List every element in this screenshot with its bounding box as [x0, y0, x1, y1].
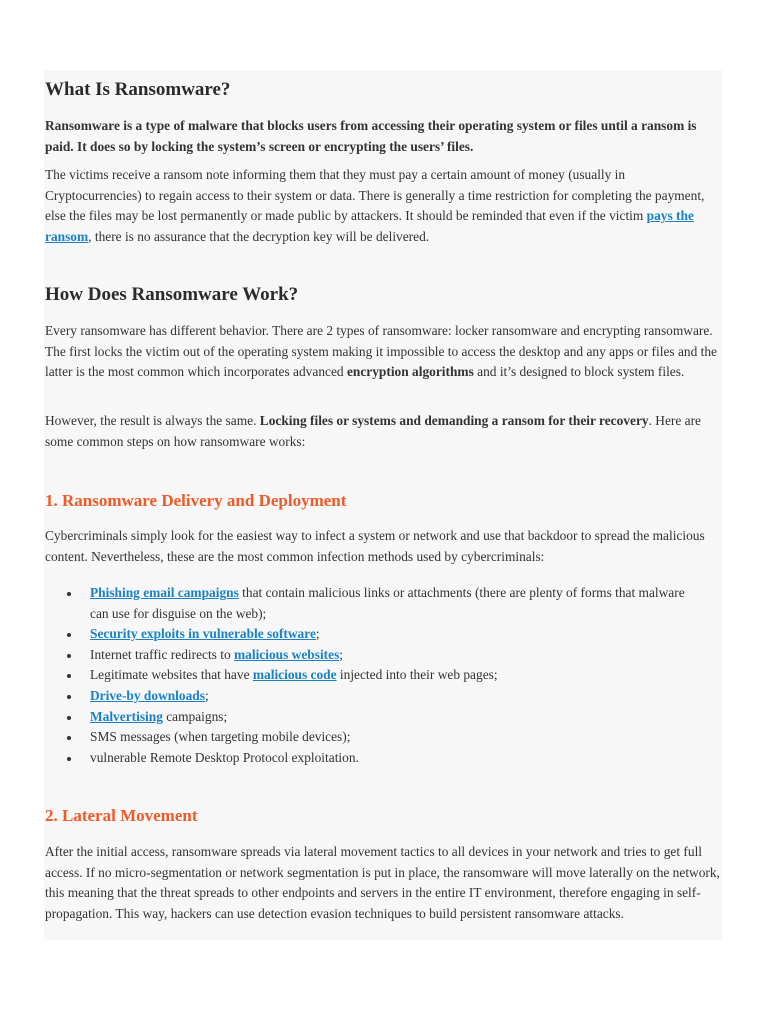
intro-bold-text: Ransomware is a type of malware that blocks users from accessing their operating system or files until a ransom is paid. It does so by locking the system’s screen or encrypting the users’ files.	[45, 118, 697, 154]
result-bold: Locking files or systems and demanding a ransom for their recovery	[259, 413, 649, 428]
behavior-paragraph	[45, 321, 725, 383]
list-item	[45, 583, 705, 624]
section-title-how-does-ransomware-work: How Does Ransomware Work?	[45, 284, 299, 305]
bullet-dot	[67, 695, 71, 699]
malvertising-link[interactable]: Malvertising	[90, 708, 163, 724]
malicious-code-link[interactable]: malicious code	[252, 667, 337, 683]
list-item-text: Legitimate websites that have	[90, 667, 253, 683]
list-item	[45, 748, 705, 769]
result-text: However, the result is always the same.	[45, 413, 260, 428]
step-title-lateral-movement: 2. Lateral Movement	[45, 806, 198, 825]
list-item	[45, 665, 705, 686]
list-item	[45, 686, 705, 707]
bullet-dot	[67, 674, 71, 678]
victims-paragraph	[45, 165, 725, 247]
pays-the-ransom-link[interactable]: pays the ransom	[45, 208, 694, 244]
infection-methods-list	[45, 583, 725, 768]
bullet-dot	[67, 716, 71, 720]
result-text-end: . Here are some common steps on how ransomware works:	[45, 413, 701, 449]
behavior-text-end: and it’s designed to block system files.	[473, 364, 685, 380]
list-item	[45, 645, 705, 666]
list-item-text: ;	[315, 626, 320, 642]
list-item	[45, 727, 705, 748]
bullet-dot	[67, 757, 71, 761]
list-item-text: SMS messages (when targeting mobile devices);	[90, 729, 351, 745]
bullet-dot	[67, 633, 71, 637]
bullet-dot	[67, 654, 71, 658]
section-title-what-is-ransomware: What Is Ransomware?	[45, 79, 231, 100]
victims-text-end: , there is no assurance that the decryption key will be delivered.	[88, 228, 430, 244]
list-item-text: vulnerable Remote Desktop Protocol exploitation.	[90, 749, 359, 765]
security-exploits-link[interactable]: Security exploits in vulnerable software	[90, 626, 316, 642]
bullet-dot	[67, 736, 71, 740]
intro-bold-paragraph	[45, 116, 725, 157]
victims-text: The victims receive a ransom note informing them that they must pay a certain amount of money (usually in Cryptocurrencies) to regain access to their system or data. There is generally a time restriction for completing the payment, else the files may be lost permanently or made public by attackers. It should be reminded that even if the victim	[45, 167, 705, 224]
step-title-delivery-deployment: 1. Ransomware Delivery and Deployment	[45, 491, 347, 510]
drive-by-downloads-link[interactable]: Drive-by downloads	[90, 687, 205, 703]
behavior-text: Every ransomware has different behavior. There are 2 types of ransomware: locker ransomware and encrypting ransomware. The first locks the victim out of the operating system making it impossible to access the desktop and any apps or files and the latter is the most common which incorporates advanced	[45, 323, 717, 380]
list-item-text: campaigns;	[162, 708, 228, 724]
bullet-dot	[67, 592, 71, 596]
list-item	[45, 624, 705, 645]
malicious-websites-link[interactable]: malicious websites	[234, 646, 340, 662]
delivery-intro-paragraph: Cybercriminals simply look for the easiest way to infect a system or network and use that backdoor to spread the malicious content. Nevertheless, these are the most common infection methods used by cybercriminals:	[45, 528, 705, 564]
list-item-text: injected into their web pages;	[336, 667, 498, 683]
list-item-text: ;	[339, 646, 344, 662]
phishing-email-campaigns-link[interactable]: Phishing email campaigns	[90, 585, 239, 600]
list-item-text: Internet traffic redirects to	[90, 646, 235, 662]
result-paragraph	[45, 411, 725, 452]
lateral-movement-paragraph: After the initial access, ransomware spreads via lateral movement tactics to all devices in your network and tries to get full access. If no micro-segmentation or network segmentation is put in place, the ransomware will move laterally on the network, this meaning that the threat spreads to other endpoints and servers in the entire IT environment, therefore engaging in self-propagation. This way, hackers can use detection evasion techniques to build persistent ransomware attacks.	[45, 844, 720, 921]
encryption-algorithms-bold: encryption algorithms	[346, 364, 474, 380]
list-item-text: ;	[204, 687, 209, 703]
list-item	[45, 707, 705, 728]
list-item-text: that contain malicious links or attachments (there are plenty of forms that malware can use for disguise on the web);	[90, 585, 685, 621]
